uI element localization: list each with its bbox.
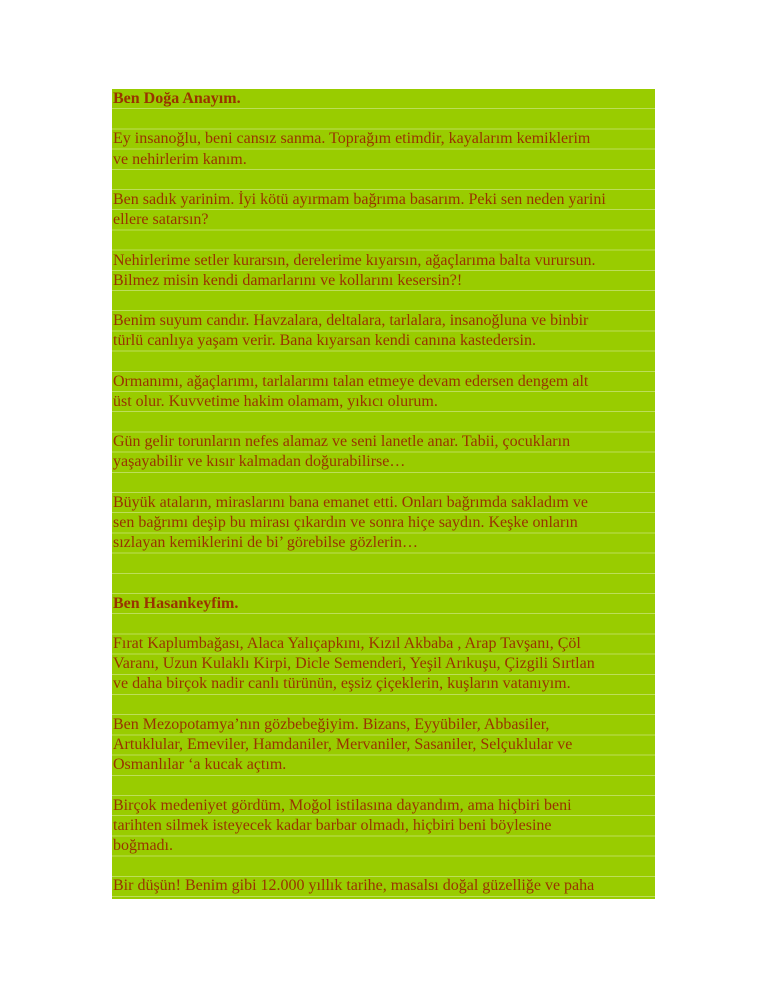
text-line: Gün gelir torunların nefes alamaz ve seni lanetle anar. Tabii, çocukların — [113, 433, 571, 451]
text-line: yaşayabilir ve kısır kalmadan doğurabilirse… — [113, 453, 406, 471]
blank-line — [112, 291, 655, 311]
text-line: ellere satarsın? — [113, 211, 209, 229]
text-line: Nehirlerime setler kurarsın, derelerime kıyarsın, ağaçlarıma balta vurursun. — [113, 251, 596, 269]
text-line: ve daha birçok nadir canlı türünün, eşsiz çiçeklerin, kuşların vatanıyım. — [113, 675, 571, 693]
text-line: Benim suyum candır. Havzalara, deltalara, tarlalara, insanoğluna ve binbir — [113, 312, 589, 330]
text-line: Bilmez misin kendi damarlarını ve kollarını kesersin?! — [113, 271, 463, 289]
text-line: Ben Mezopotamya’nın gözbebeğiyim. Bizans, Eyyübiler, Abbasiler, — [113, 715, 550, 733]
text-line: ve nehirlerim kanım. — [113, 150, 247, 168]
document-body — [112, 89, 655, 897]
text-line: sen bağrımı deşip bu mirası çıkardın ve sonra hiçe saydın. Keşke onların — [113, 513, 578, 531]
text-line: Büyük ataların, miraslarını bana emanet etti. Onları bağrımda sakladım ve — [113, 493, 588, 511]
blank-line — [112, 775, 655, 795]
blank-line — [112, 856, 655, 876]
text-line: Birçok medeniyet gördüm, Moğol istilasına dayandım, ama hiçbiri beni — [113, 796, 572, 814]
blank-line — [112, 412, 655, 432]
text-line: Artuklular, Emeviler, Hamdaniler, Mervaniler, Sasaniler, Selçuklular ve — [113, 736, 573, 753]
text-line: Fırat Kaplumbağası, Alaca Yalıçapkını, Kızıl Akbaba , Arap Tavşanı, Çöl — [113, 635, 581, 653]
text-line: Ey insanoğlu, beni cansız sanma. Toprağım etimdir, kayalarım kemiklerim — [113, 130, 591, 148]
text-line: türlü canlıya yaşam verir. Bana kıyarsan kendi canına kastedersin. — [113, 332, 536, 350]
text-line: tarihten silmek isteyecek kadar barbar olmadı, hiçbiri beni böylesine — [113, 816, 552, 834]
text-line: Ben sadık yarinim. İyi kötü ayırmam bağrıma basarım. Peki sen neden yarini — [113, 190, 606, 208]
blank-line — [112, 695, 655, 715]
text-line: Ormanımı, ağaçlarımı, tarlalarımı talan etmeye devam edersen dengem alt — [113, 372, 589, 390]
blank-line — [112, 614, 655, 634]
blank-line — [112, 230, 655, 250]
blank-line — [112, 170, 655, 190]
heading-line: Ben Hasankeyfim. — [113, 594, 239, 612]
text-line: boğmadı. — [113, 836, 173, 854]
text-line: Bir düşün! Benim gibi 12.000 yıllık tarihe, masalsı doğal güzelliğe ve paha — [113, 877, 595, 895]
blank-line — [112, 109, 655, 129]
heading-line: Ben Doğa Anayım. — [113, 90, 241, 107]
text-line: üst olur. Kuvvetime hakim olamam, yıkıcı olurum. — [113, 392, 438, 410]
text-line: Osmanlılar ‘a kucak açtım. — [113, 756, 287, 774]
highlighted-text-block — [112, 89, 655, 899]
blank-line — [112, 351, 655, 371]
blank-line — [112, 473, 655, 493]
blank-line — [112, 574, 655, 594]
text-line: sızlayan kemiklerini de bi’ görebilse gözlerin… — [113, 534, 418, 552]
text-line: Varanı, Uzun Kulaklı Kirpi, Dicle Semenderi, Yeşil Arıkuşu, Çizgili Sırtlan — [113, 655, 595, 673]
blank-line — [112, 553, 655, 573]
